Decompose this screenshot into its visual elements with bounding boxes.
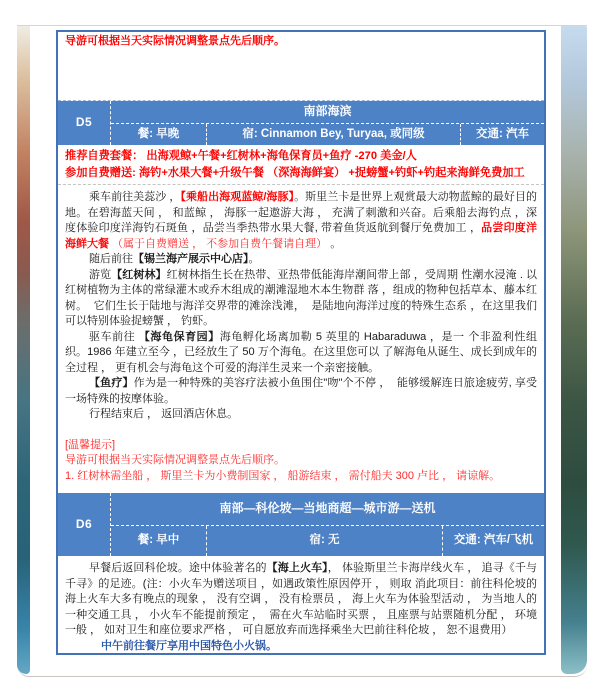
day5-title: 南部海滨 (111, 101, 544, 124)
day5-hotel: 宿: Cinnamon Bey, Turyaa, 或同级 (207, 124, 461, 145)
text-segment: 导游可根据当天实际情况调整景点先后顺序。 (65, 454, 285, 466)
text-segment: 海龟孵化场离加勒 5 英里的 Habaraduwa ，是一 个非盈利性组织。1986 年建立至今 ，已经放生了 50 万个海龟。在这里您可以 了解海龟从诞生、成长到成年的全过程 ， 更有机会与海龟这个可爱的海洋生灵来一个亲密接触。 (65, 330, 537, 374)
text-segment: 红树林指生长在热带、亚热带低能海岸潮间带上部 ，受周期 性潮水浸淹 . 以红树植物为主体的常绿灌木或乔木组成的潮滩湿地木本生物群 落 ，组成的物种包括草本、藤本红树。 它们生长于陆地与海洋交界带的滩涂浅滩， 是陆地向海洋过度的特殊生态系 ，在这里我们可以特别体验捉螃蟹 ， 钓虾。 (65, 268, 538, 327)
paragraph (65, 438, 537, 454)
paragraph (65, 469, 537, 485)
day5-description (58, 185, 544, 493)
day5-meals: 餐: 早晚 (111, 124, 207, 145)
text-segment: [温馨提示] (65, 438, 116, 451)
text-segment: 【锡兰海产展示中心店】 (133, 253, 249, 265)
day5-header-right (111, 101, 544, 145)
paragraph (65, 407, 537, 423)
text-segment: 【海上火车】 (266, 562, 328, 574)
text-segment: 乘车前往美蕊沙 ， (89, 191, 181, 203)
day6-label: D6 (58, 493, 111, 556)
day5-meta-row (111, 124, 544, 145)
paragraph (65, 639, 537, 654)
text-segment: 行程结束后 ， 返回酒店休息。 (89, 408, 239, 420)
promo-line-1: 推荐自费套餐： 出海观鲸+午餐+红树林+海龟保育员+鱼疗 -270 美金/人 (65, 150, 417, 162)
paragraph (65, 376, 537, 407)
day5-optional-package (58, 145, 544, 185)
promo-line-2: 参加自费赠送: 海钓+水果大餐+升级午餐 （深海海鲜宴） +捉螃蟹+钓虾+钓起来海鲜免费加工 (65, 167, 525, 179)
paragraph (65, 252, 537, 268)
day5-label: D5 (58, 101, 111, 145)
text-segment: 【红树林】 (111, 268, 167, 281)
day6-meals: 餐: 早中 (111, 526, 207, 556)
paragraph (65, 330, 537, 377)
day6-header-row (58, 493, 544, 556)
text-segment: 。 (330, 237, 342, 250)
text-segment: 1. 红树林需坐船 ， 斯里兰卡为小费制国家 ， 船游结束 ， 需付船夫 300 卢比 ， 请谅解。 (65, 469, 501, 482)
itinerary-table (56, 30, 546, 655)
paragraph (65, 453, 537, 469)
day6-meta-row (111, 526, 544, 556)
text-segment: 。斯里兰卡是世界上观赏最大动物蓝鲸的最好目的地。在碧海蓝天间 ， 和蓝鲸 ， 海豚一起遨游大海 ， 充满了刺激和兴奋。后乘船去海钓点 ，深度体验印度洋海钓石斑鱼 ，品尝当季热带水果大餐, 带着鱼货返航到餐厅免费加工 ， (65, 191, 537, 234)
text-segment: （属于自费赠送 ， 不参加自费午餐请自理） (109, 237, 331, 250)
left-gradient-strip (17, 26, 30, 674)
text-segment: 【海龟保育园】 (138, 330, 220, 343)
day6-hotel: 宿: 无 (207, 526, 443, 556)
note-text: 导游可根据当天实际情况调整景点先后顺序。 (65, 35, 285, 47)
text-segment: 品尝印度洋海鲜大餐 (65, 222, 537, 250)
day6-transport: 交通: 汽车/飞机 (453, 534, 534, 547)
text-segment: 早餐后返回科伦坡。途中体验著名的 (89, 562, 267, 574)
text-segment: 中午前往餐厅享用中国特色小火锅。 (101, 639, 277, 652)
text-segment: ， 体验斯里兰卡海岸线火车 ， 追寻《千与千寻》的足迹。(注：小火车为赠送项目 ，如遇政策性原因停开 ， 则取 消此项目：前往科伦坡的海上火车大多有晚点的现象 ， 没有空调 ， 没有检票员 ， 海上火车为体验型活动 ， 为当地人的一种交通工具 ， 小火车不能提前预定 ， 需在火车站临时买票 ， 且座票与站票随机分配 ， 环境一般 ， 如对卫生和座位要求严格 ， 可自愿放弃而选择乘坐大巴前往科伦坡 ， 恕不退费用） (65, 562, 538, 636)
text-segment: 【乘船出海观蓝鲸/海豚】 (180, 191, 295, 203)
day6-title: 南部—科伦坡—当地商超—城市游—送机 (111, 493, 544, 526)
paragraph (65, 561, 537, 639)
day5-header-row (58, 101, 544, 145)
day6-description (58, 556, 544, 653)
day6-header-right (111, 493, 544, 556)
paragraph (65, 268, 537, 330)
text-segment: 【鱼疗】 (89, 377, 134, 389)
right-gradient-strip (561, 26, 587, 674)
text-segment: 随后前往 (89, 253, 133, 265)
schedule-adjustment-note (58, 32, 544, 101)
paragraph (65, 190, 537, 252)
day5-transport: 交通: 汽车 (475, 127, 530, 140)
text-segment: 驱车前往 (89, 330, 139, 343)
text-segment: 作为是一种特殊的美容疗法被小鱼围住"吻"个不停 ， 能够缓解连日旅途疲劳, 享受一场特殊的按摩体验。 (65, 377, 538, 405)
text-segment: 游览 (89, 268, 112, 281)
text-segment: 。 (248, 253, 260, 265)
